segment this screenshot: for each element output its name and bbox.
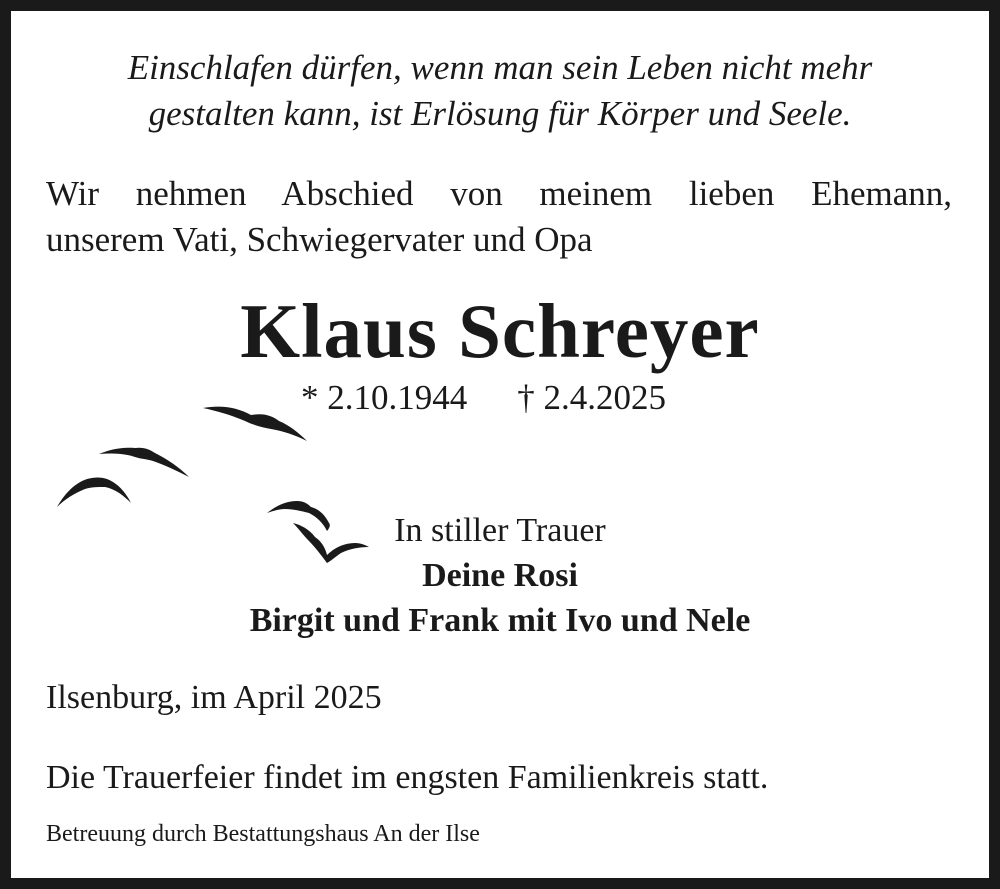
mourners-block — [11, 508, 989, 643]
intro-line-2: unserem Vati, Schwiegervater und Opa — [46, 220, 593, 259]
funeral-service-note: Betreuung durch Bestattungshaus An der Ilse — [46, 821, 480, 847]
quote-line-1: Einschlafen dürfen, wenn man sein Leben nicht mehr — [127, 48, 873, 87]
farewell-intro — [46, 171, 952, 263]
quote-line-2: gestalten kann, ist Erlösung für Körper und Seele. — [148, 94, 852, 133]
intro-line-1: Wir nehmen Abschied von meinem lieben Ehemann, — [46, 174, 952, 213]
mourner-spouse: Deine Rosi — [422, 557, 578, 594]
bird-icon — [57, 478, 131, 508]
death-date: † 2.4.2025 — [517, 378, 666, 417]
place-and-date: Ilsenburg, im April 2025 — [46, 679, 382, 716]
bird-icon — [99, 448, 189, 477]
mourning-phrase: In stiller Trauer — [394, 512, 606, 549]
opening-quote — [11, 45, 989, 137]
bird-icon — [203, 407, 307, 441]
mourner-family: Birgit und Frank mit Ivo und Nele — [249, 602, 751, 639]
birth-date: * 2.10.1944 — [301, 378, 468, 417]
ceremony-note: Die Trauerfeier findet im engsten Familienkreis statt. — [46, 759, 769, 796]
deceased-name: Klaus Schreyer — [240, 288, 760, 374]
